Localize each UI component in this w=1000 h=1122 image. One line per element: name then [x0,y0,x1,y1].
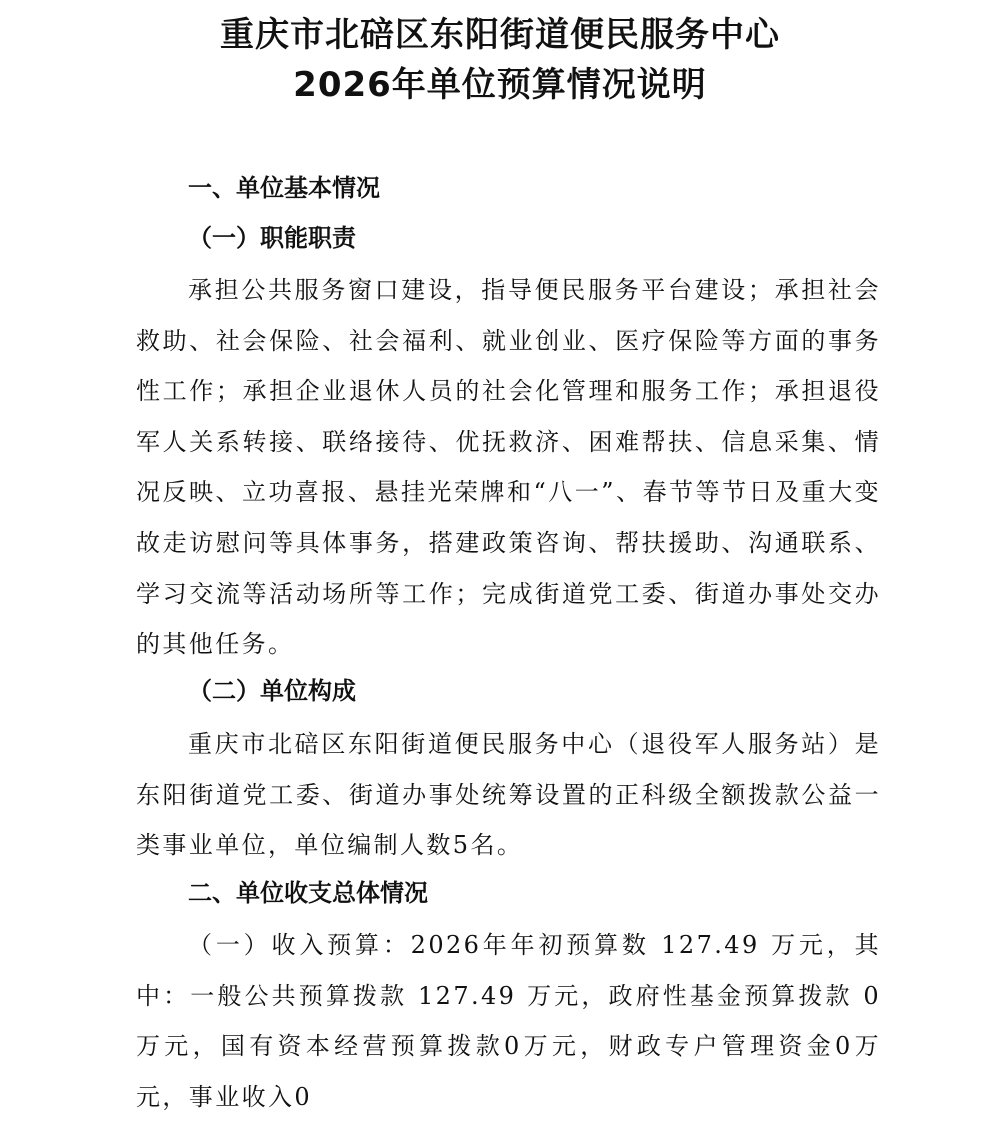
paragraph-composition: 重庆市北碚区东阳街道便民服务中心（退役军人服务站）是东阳街道党工委、街道办事处统筹设置的正科级全额拨款公益一类事业单位，单位编制人数5名。 [136,730,881,860]
paragraph-income-budget: （一）收入预算：2026年年初预算数 127.49 万元，其中：一般公共预算拨款 127.49 万元，政府性基金预算拨款 0 万元，国有资本经营预算拨款0万元，财政专户管理资金0万元，事业收入0 [136,931,881,1111]
section-heading-unit-basics: 一、单位基本情况 [188,174,380,202]
paragraph-duties: 承担公共服务窗口建设，指导便民服务平台建设；承担社会救助、社会保险、社会福利、就业创业、医疗保险等方面的事务性工作；承担企业退休人员的社会化管理和服务工作；承担退役军人关系转接、联络接待、优抚救济、困难帮扶、信息采集、情况反映、立功喜报、悬挂光荣牌和“八一”、春节等节日及重大变故走访慰问等具体事务，搭建政策咨询、帮扶援助、沟通联系、学习交流等活动场所等工作；完成街道党工委、街道办事处交办的其他任务。 [136,276,881,659]
document-title-line-1: 重庆市北碚区东阳街道便民服务中心 [220,15,780,55]
subsection-heading-composition: （二）单位构成 [188,676,356,705]
section-heading-budget-overview: 二、单位收支总体情况 [188,879,428,907]
document-title-line-2: 2026年单位预算情况说明 [293,65,707,105]
subsection-heading-duties: （一）职能职责 [188,223,356,252]
